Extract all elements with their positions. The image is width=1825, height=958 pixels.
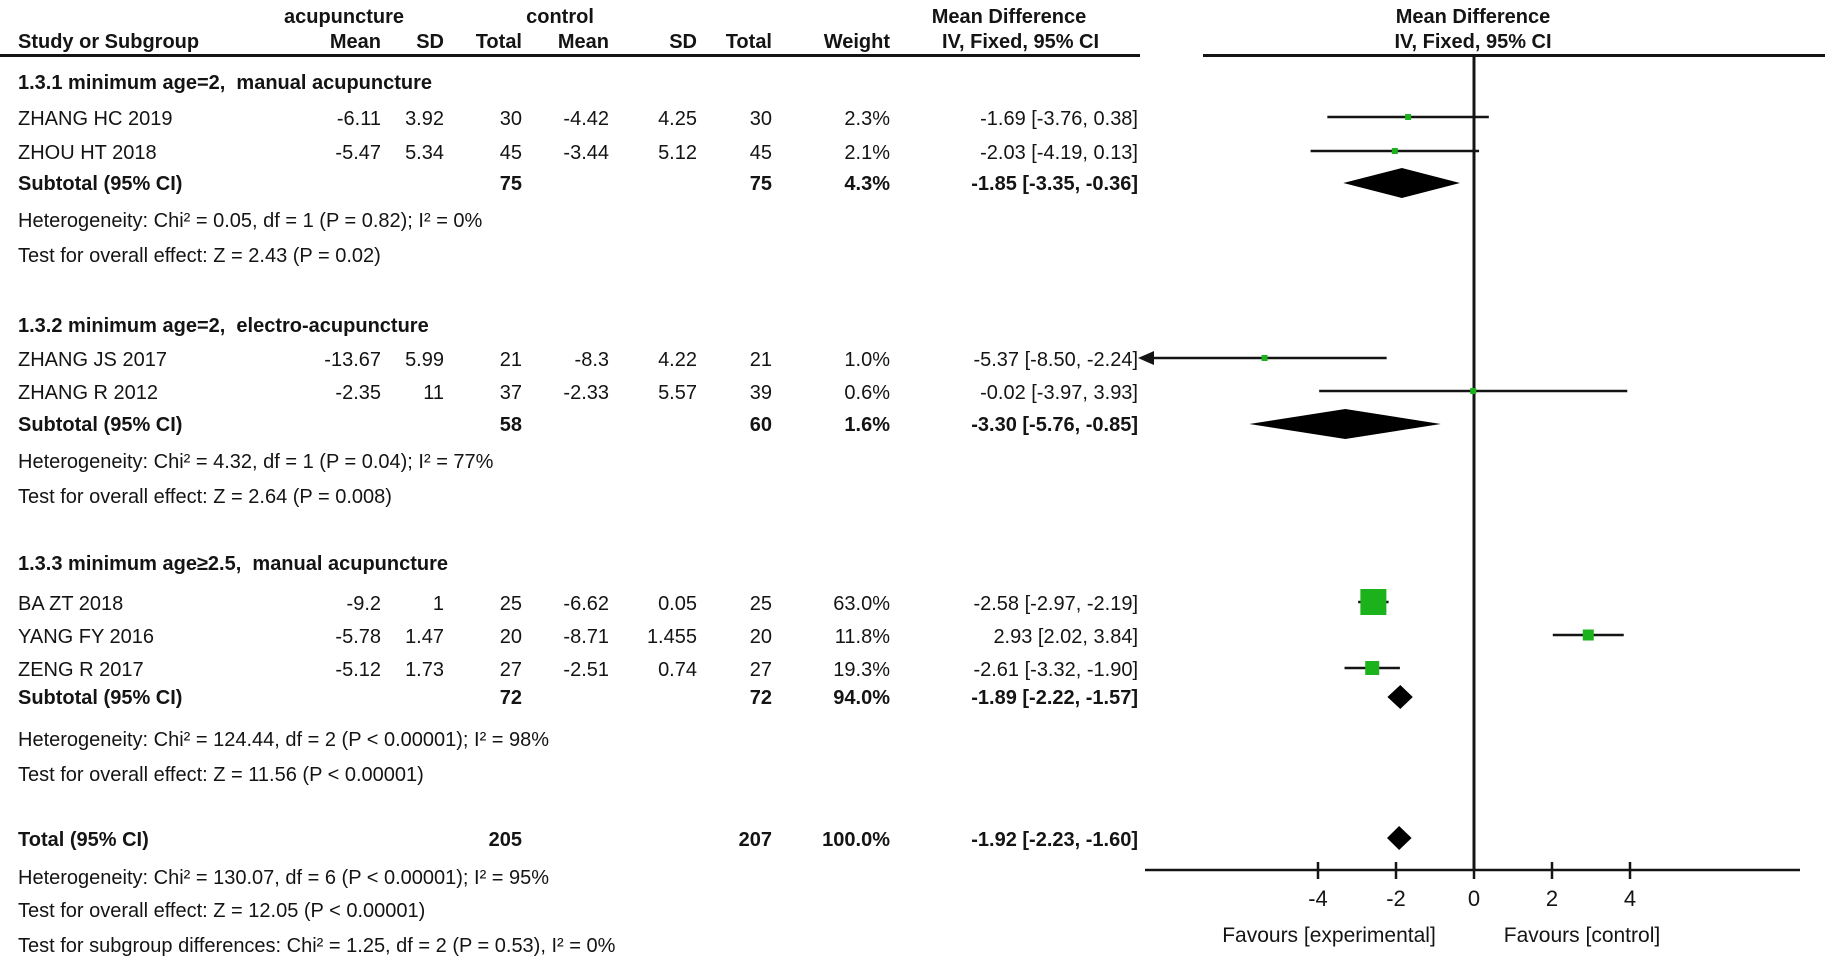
overall-effect-line <box>0 484 1825 510</box>
axis-tick-label: 4 <box>1623 886 1637 911</box>
total-weight: 100.0% <box>822 829 890 851</box>
col-sd2-header: SD <box>669 31 697 53</box>
subtotal-total1: 58 <box>499 414 522 436</box>
header-rule-right <box>1203 54 1825 57</box>
study-weight: 63.0% <box>833 593 890 615</box>
header-column-row <box>0 29 1825 55</box>
favours-left-label: Favours [experimental] <box>1222 924 1436 947</box>
study-ci: -2.58 [-2.97, -2.19] <box>973 593 1138 615</box>
study-mean1: -5.12 <box>335 659 381 681</box>
col-mean1-header: Mean <box>329 31 381 53</box>
study-total1: 21 <box>499 349 522 371</box>
total-total2: 207 <box>738 829 772 851</box>
study-mean2: -4.42 <box>563 108 609 130</box>
header-group-row <box>0 4 1825 30</box>
md-graph-header: Mean Difference <box>1395 6 1551 28</box>
subtotal-row <box>0 412 1825 438</box>
subtotal-total2: 72 <box>749 687 772 709</box>
overall-effect-line <box>0 243 1825 269</box>
study-total2: 39 <box>749 382 772 404</box>
heterogeneity-line <box>0 449 1825 475</box>
col-study-header: Study or Subgroup <box>18 31 200 53</box>
overall-effect-text: Test for overall effect: Z = 2.43 (P = 0.02) <box>18 245 381 267</box>
study-mean2: -2.33 <box>563 382 609 404</box>
subtotal-label: Subtotal (95% CI) <box>18 687 183 709</box>
study-weight: 19.3% <box>833 659 890 681</box>
axis-tick-label: 2 <box>1545 886 1559 911</box>
col-total1-header: Total <box>475 31 522 53</box>
axis-tick-label: -4 <box>1308 886 1328 911</box>
study-row <box>0 347 1825 373</box>
subtotal-total2: 60 <box>749 414 772 436</box>
overall-effect-text: Test for overall effect: Z = 12.05 (P < 0.00001) <box>18 900 426 922</box>
study-sd2: 4.22 <box>658 349 697 371</box>
study-row <box>0 591 1825 617</box>
subgroup-3-header <box>0 551 1825 577</box>
study-weight: 2.1% <box>844 142 890 164</box>
study-sd1: 11 <box>423 382 444 404</box>
study-sd1: 1.47 <box>405 626 444 648</box>
subtotal-ci: -3.30 [-5.76, -0.85] <box>971 414 1138 436</box>
study-name: BA ZT 2018 <box>18 593 124 615</box>
study-row <box>0 106 1825 132</box>
study-mean1: -6.11 <box>336 108 381 130</box>
subtotal-label: Subtotal (95% CI) <box>18 414 183 436</box>
heterogeneity-line <box>0 208 1825 234</box>
study-name: YANG FY 2016 <box>18 626 154 648</box>
total-label: Total (95% CI) <box>18 829 149 851</box>
total-row <box>0 827 1825 853</box>
subgroup-differences-line <box>0 933 1825 958</box>
col-total2-header: Total <box>725 31 772 53</box>
study-total2: 21 <box>749 349 772 371</box>
subtotal-weight: 4.3% <box>844 173 890 195</box>
subtotal-total1: 75 <box>499 173 522 195</box>
study-mean2: -8.71 <box>563 626 609 648</box>
study-ci: -2.03 [-4.19, 0.13] <box>980 142 1138 164</box>
heterogeneity-line <box>0 727 1825 753</box>
study-row <box>0 140 1825 166</box>
study-weight: 11.8% <box>834 626 890 648</box>
heterogeneity-text: Heterogeneity: Chi² = 130.07, df = 6 (P < 0.00001); I² = 95% <box>18 867 550 889</box>
study-sd1: 5.34 <box>405 142 444 164</box>
group1-header: acupuncture <box>283 6 405 28</box>
study-weight: 2.3% <box>844 108 890 130</box>
study-ci: 2.93 [2.02, 3.84] <box>993 626 1138 648</box>
subtotal-weight: 1.6% <box>844 414 890 436</box>
study-total2: 20 <box>749 626 772 648</box>
study-sd2: 4.25 <box>658 108 697 130</box>
study-row <box>0 624 1825 650</box>
study-name: ZHOU HT 2018 <box>18 142 157 164</box>
study-sd2: 0.05 <box>658 593 697 615</box>
group2-header: control <box>526 6 594 28</box>
subgroup-1-label: 1.3.1 minimum age=2, manual acupuncture <box>18 72 433 94</box>
study-total2: 30 <box>749 108 772 130</box>
study-mean2: -2.51 <box>563 659 609 681</box>
overall-effect-line <box>0 898 1825 924</box>
study-weight: 0.6% <box>844 382 890 404</box>
heterogeneity-text: Heterogeneity: Chi² = 124.44, df = 2 (P < 0.00001); I² = 98% <box>18 729 550 751</box>
study-sd1: 1.73 <box>405 659 444 681</box>
study-name: ZHANG HC 2019 <box>18 108 173 130</box>
header-rule-left <box>0 54 1140 57</box>
md-stat-header: Mean Difference <box>931 6 1087 28</box>
heterogeneity-line <box>0 865 1825 891</box>
study-total1: 30 <box>499 108 522 130</box>
study-name: ZENG R 2017 <box>18 659 144 681</box>
overall-effect-text: Test for overall effect: Z = 11.56 (P < 0.00001) <box>18 764 424 786</box>
study-weight: 1.0% <box>844 349 890 371</box>
col-ci-stat-header: IV, Fixed, 95% CI <box>941 31 1100 53</box>
study-row <box>0 380 1825 406</box>
study-mean2: -6.62 <box>563 593 609 615</box>
subgroup-differences-text: Test for subgroup differences: Chi² = 1.25, df = 2 (P = 0.53), I² = 0% <box>18 935 616 957</box>
study-mean1: -5.78 <box>335 626 381 648</box>
study-mean2: -8.3 <box>574 349 609 371</box>
study-ci: -2.61 [-3.32, -1.90] <box>973 659 1138 681</box>
axis-tick-label: 0 <box>1467 886 1481 911</box>
total-ci: -1.92 [-2.23, -1.60] <box>971 829 1138 851</box>
study-name: ZHANG JS 2017 <box>18 349 167 371</box>
study-row <box>0 657 1825 683</box>
study-sd2: 5.57 <box>658 382 697 404</box>
study-ci: -0.02 [-3.97, 3.93] <box>980 382 1138 404</box>
study-total1: 25 <box>499 593 522 615</box>
study-sd1: 3.92 <box>405 108 444 130</box>
col-sd1-header: SD <box>416 31 444 53</box>
study-sd1: 1 <box>432 593 444 615</box>
heterogeneity-text: Heterogeneity: Chi² = 4.32, df = 1 (P = 0.04); I² = 77% <box>18 451 494 473</box>
subtotal-row <box>0 685 1825 711</box>
study-total1: 27 <box>499 659 522 681</box>
study-total2: 45 <box>749 142 772 164</box>
study-sd2: 1.455 <box>646 626 697 648</box>
study-ci: -1.69 [-3.76, 0.38] <box>980 108 1138 130</box>
subtotal-row <box>0 171 1825 197</box>
study-mean1: -2.35 <box>335 382 381 404</box>
overall-effect-line <box>0 762 1825 788</box>
study-ci: -5.37 [-8.50, -2.24] <box>973 349 1138 371</box>
study-total1: 45 <box>499 142 522 164</box>
study-total1: 37 <box>499 382 522 404</box>
axis-tick-label: -2 <box>1386 886 1406 911</box>
study-sd1: 5.99 <box>405 349 444 371</box>
study-mean1: -5.47 <box>335 142 381 164</box>
overall-effect-text: Test for overall effect: Z = 2.64 (P = 0.008) <box>18 486 392 508</box>
study-mean2: -3.44 <box>563 142 609 164</box>
study-mean1: -13.67 <box>324 349 381 371</box>
subgroup-2-header <box>0 313 1825 339</box>
study-total1: 20 <box>499 626 522 648</box>
favours-right-label: Favours [control] <box>1503 924 1661 947</box>
study-total2: 27 <box>749 659 772 681</box>
col-ci-graph-header: IV, Fixed, 95% CI <box>1394 31 1552 53</box>
col-mean2-header: Mean <box>557 31 609 53</box>
study-name: ZHANG R 2012 <box>18 382 159 404</box>
subtotal-weight: 94.0% <box>833 687 890 709</box>
subtotal-ci: -1.89 [-2.22, -1.57] <box>971 687 1138 709</box>
study-mean1: -9.2 <box>346 593 381 615</box>
subtotal-label: Subtotal (95% CI) <box>18 173 183 195</box>
total-total1: 205 <box>488 829 522 851</box>
subtotal-ci: -1.85 [-3.35, -0.36] <box>971 173 1138 195</box>
subtotal-total1: 72 <box>499 687 522 709</box>
study-sd2: 5.12 <box>658 142 697 164</box>
subtotal-total2: 75 <box>749 173 772 195</box>
heterogeneity-text: Heterogeneity: Chi² = 0.05, df = 1 (P = 0.82); I² = 0% <box>18 210 483 232</box>
subgroup-3-label: 1.3.3 minimum age≥2.5, manual acupuncture <box>18 553 448 575</box>
subgroup-1-header <box>0 70 1825 96</box>
study-total2: 25 <box>749 593 772 615</box>
study-sd2: 0.74 <box>658 659 697 681</box>
subgroup-2-label: 1.3.2 minimum age=2, electro-acupuncture <box>18 315 429 337</box>
col-weight-header: Weight <box>823 31 890 53</box>
